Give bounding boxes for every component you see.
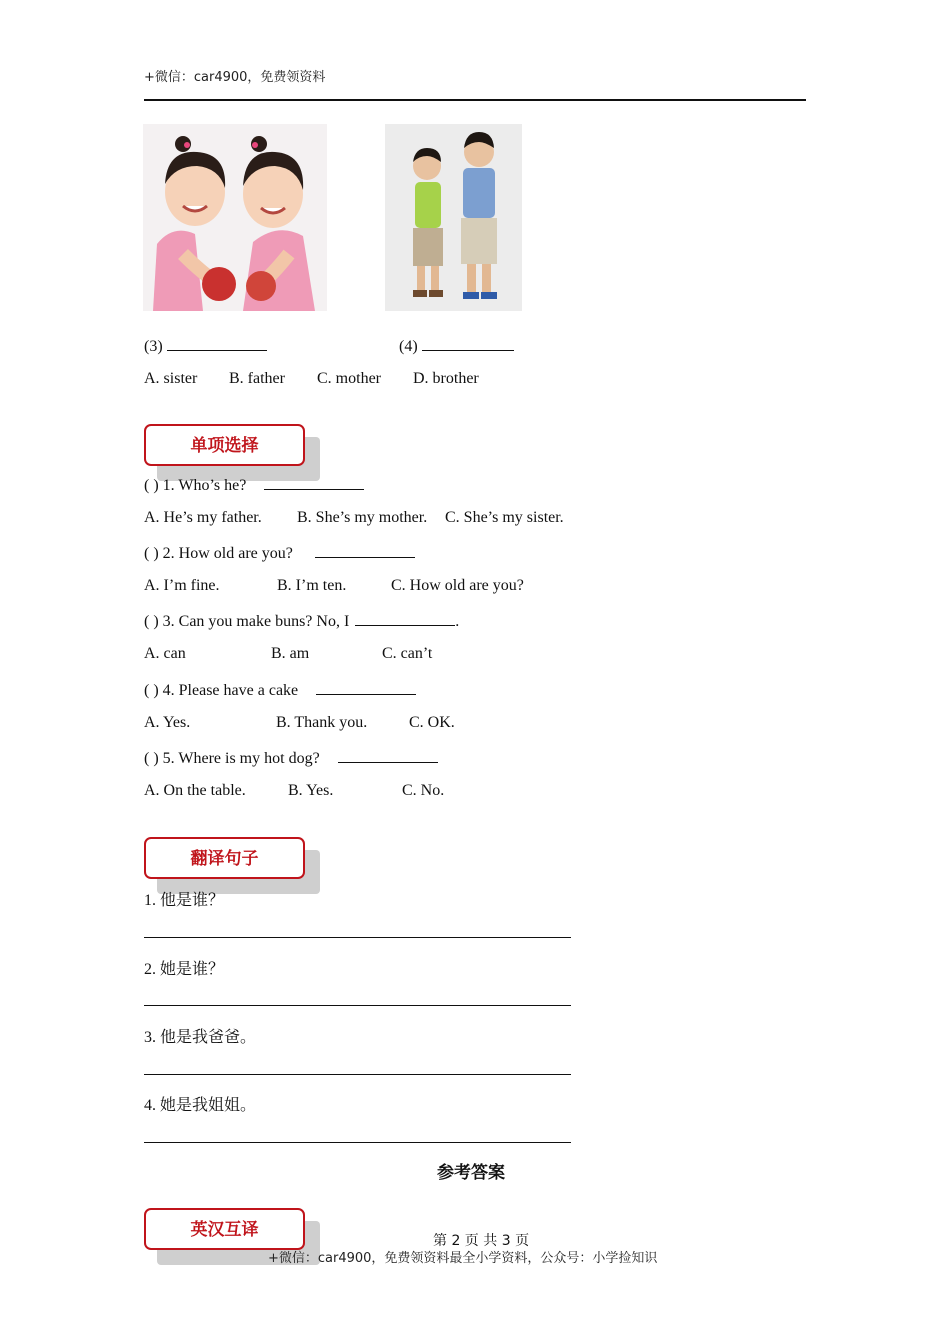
matching-option-c: C. mother [317,370,381,387]
choice-question-2 [144,543,415,563]
footer-watermark: +微信：car4900，免费领资料最全小学资料，公众号：小学捡知识 [268,1251,658,1266]
two-brothers-photo [385,124,522,311]
answers-title: 参考答案 [437,1163,505,1183]
choice-5-option-b: B. Yes. [288,782,334,799]
choice-2-option-b: B. I’m ten. [277,577,347,594]
section-tag-answers [144,1208,305,1250]
question-text: ( ) 4. Please have a cake [144,682,299,699]
choice-3-option-b: B. am [271,645,310,662]
question-text: ( ) 5. Where is my hot dog? [144,750,320,767]
answer-blank[interactable] [264,475,364,490]
question-3-label: (3) [144,338,163,355]
question-text: ( ) 2. How old are you? [144,545,293,562]
answer-blank[interactable] [315,543,415,558]
question-suffix: . [455,613,460,630]
translate-question-4: 4. 她是我姐姐。 [144,1097,257,1114]
answer-blank[interactable] [316,680,416,695]
choice-5-option-a: A. On the table. [144,782,246,799]
question-3-blank-row [144,336,267,356]
header-divider [144,99,806,101]
translate-answer-line-1[interactable] [144,937,571,938]
question-4-label: (4) [399,338,418,355]
translate-question-3: 3. 他是我爸爸。 [144,1029,257,1046]
choice-3-option-c: C. can’t [382,645,433,662]
answer-blank[interactable] [338,748,438,763]
section-tag-single-choice [144,424,305,466]
matching-option-d: D. brother [413,370,479,387]
answer-blank-3[interactable] [167,336,267,351]
translate-answer-line-4[interactable] [144,1142,571,1143]
question-4-blank-row [399,336,514,356]
choice-4-option-a: A. Yes. [144,714,191,731]
section-title-single-choice: 单项选择 [190,436,259,456]
choice-2-option-c: C. How old are you? [391,577,524,594]
page-number: 第 2 页 共 3 页 [433,1233,530,1249]
choice-question-5 [144,748,438,768]
answer-blank-4[interactable] [422,336,514,351]
section-title-translate: 翻译句子 [190,849,259,869]
choice-1-option-a: A. He’s my father. [144,509,262,526]
choice-1-option-b: B. She’s my mother. [297,509,428,526]
choice-2-option-a: A. I’m fine. [144,577,220,594]
choice-5-option-c: C. No. [402,782,445,799]
question-text: ( ) 1. Who’s he? [144,477,247,494]
choice-1-option-c: C. She’s my sister. [445,509,564,526]
translate-answer-line-2[interactable] [144,1005,571,1006]
translate-answer-line-3[interactable] [144,1074,571,1075]
choice-question-4 [144,680,416,700]
translate-question-2: 2. 她是谁？ [144,961,225,978]
section-tag-translate [144,837,305,879]
question-text: ( ) 3. Can you make buns? No, I [144,613,350,630]
translate-question-1: 1. 他是谁？ [144,892,225,909]
answer-blank[interactable] [355,611,455,626]
twin-sisters-photo [143,124,327,311]
choice-3-option-a: A. can [144,645,186,662]
header-watermark: +微信：car4900，免费领资料 [144,70,326,85]
choice-question-3 [144,611,459,631]
choice-question-1 [144,475,364,495]
matching-option-b: B. father [229,370,285,387]
choice-4-option-b: B. Thank you. [276,714,368,731]
choice-4-option-c: C. OK. [409,714,455,731]
matching-option-a: A. sister [144,370,198,387]
section-title-answers: 英汉互译 [190,1220,259,1240]
